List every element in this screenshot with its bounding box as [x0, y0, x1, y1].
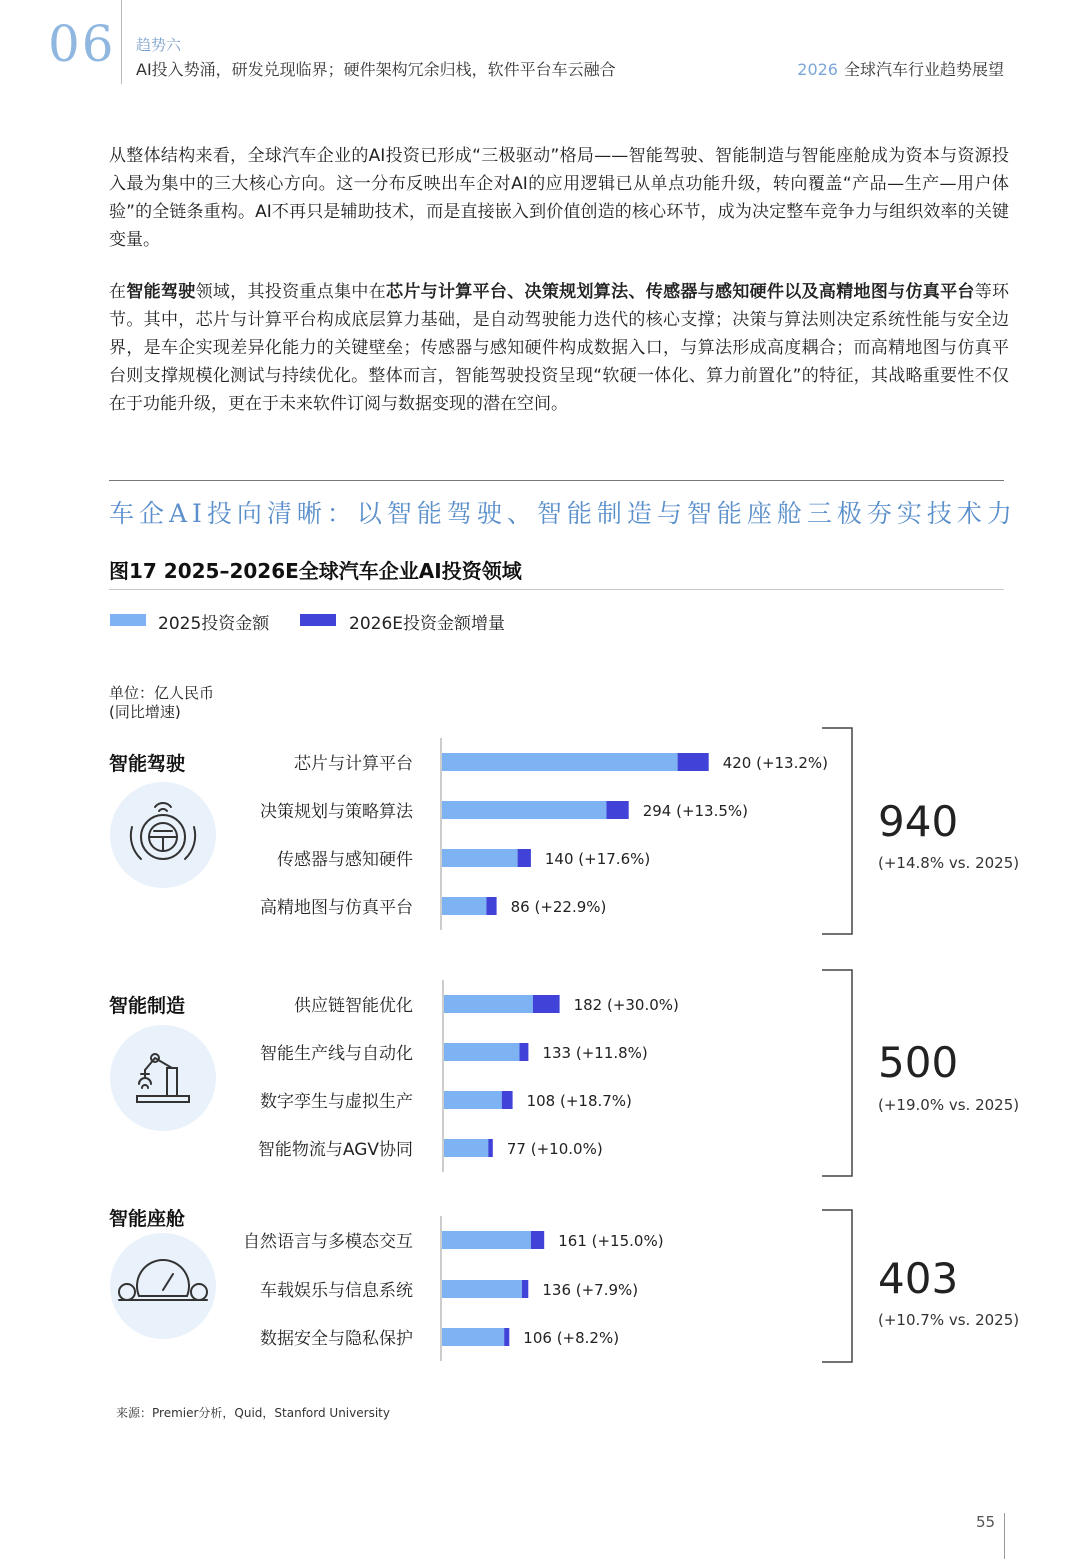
- figure-title: 图17 2025–2026E全球汽车企业AI投资领域: [109, 559, 522, 583]
- bar-2025: [444, 1091, 502, 1109]
- category-label: 高精地图与仿真平台: [260, 898, 413, 918]
- chart-group-2: [109, 970, 1019, 1176]
- bar-2025: [442, 897, 486, 915]
- bar-2025: [444, 995, 533, 1013]
- source-note: 来源：Premier分析，Quid，Stanford University: [116, 1406, 390, 1420]
- group-bracket: [822, 970, 852, 1176]
- bar-2026e-increment: [502, 1091, 513, 1109]
- group-total-growth: (+10.7% vs. 2025): [878, 1311, 1020, 1329]
- chapter-number: 06: [48, 15, 116, 73]
- category-label: 车载娱乐与信息系统: [260, 1281, 413, 1301]
- page-number-divider: [1004, 1513, 1005, 1559]
- group-total-growth: (+14.8% vs. 2025): [878, 854, 1020, 872]
- group-title: 智能驾驶: [109, 753, 186, 775]
- category-label: 自然语言与多模态交互: [243, 1232, 413, 1252]
- group-total: 940: [878, 797, 959, 846]
- report-title-text: 全球汽车行业趋势展望: [843, 60, 1004, 79]
- data-label: 161 (+15.0%): [558, 1232, 664, 1250]
- paragraph-overview: 从整体结构来看，全球汽车企业的AI投资已形成“三极驱动”格局——智能驾驶、智能制造与智能座舱成为资本与资源投入最为集中的三大核心方向。这一分布反映出车企对AI的应用逻辑已从单点功能升级，转向覆盖“产品—生产—用户体验”的全链条重构。AI不再只是辅助技术，而是直接嵌入到价值创造的核心环节，成为决定整车竞争力与组织效率的关键变量。: [109, 146, 1009, 250]
- trend-subtitle: AI投入势涌，研发兑现临界；硬件架构冗余归栈，软件平台车云融合: [136, 60, 616, 79]
- category-label: 决策规划与策略算法: [260, 802, 413, 822]
- bar-2025: [442, 801, 607, 819]
- group-total: 500: [878, 1038, 959, 1087]
- group-title: 智能制造: [109, 995, 186, 1017]
- data-label: 108 (+18.7%): [526, 1092, 632, 1110]
- bar-2026e-increment: [533, 995, 560, 1013]
- page-number: 55: [976, 1513, 996, 1531]
- bar-2026e-increment: [488, 1139, 492, 1157]
- unit-growth-note: (同比增速): [109, 703, 181, 721]
- bar-2025: [444, 1139, 489, 1157]
- trend-label: 趋势六: [136, 36, 182, 54]
- data-label: 106 (+8.2%): [523, 1329, 620, 1347]
- legend-label-2025: 2025投资金额: [158, 614, 270, 634]
- para-text: 领域，其投资重点集中在: [195, 282, 387, 302]
- bar-2026e-increment: [518, 849, 531, 867]
- category-label: 智能物流与AGV协同: [257, 1140, 413, 1160]
- data-label: 136 (+7.9%): [542, 1281, 639, 1299]
- bar-2026e-increment: [520, 1043, 529, 1061]
- section-heading: 车企AI投向清晰：以智能驾驶、智能制造与智能座舱三极夯实技术力: [109, 499, 1017, 528]
- chart-group-1: [109, 728, 1019, 934]
- category-label: 传感器与感知硬件: [277, 850, 413, 870]
- group-title: 智能座舱: [109, 1208, 186, 1230]
- category-label: 芯片与计算平台: [294, 754, 413, 774]
- group-total-growth: (+19.0% vs. 2025): [878, 1096, 1020, 1114]
- bar-2026e-increment: [531, 1231, 544, 1249]
- category-label: 数据安全与隐私保护: [260, 1329, 413, 1349]
- group-bracket: [822, 1210, 852, 1362]
- bar-2025: [444, 1043, 520, 1061]
- unit-line: 单位：亿人民币: [109, 684, 215, 702]
- group-icon-background: [110, 1233, 216, 1339]
- category-label: 数字孪生与虚拟生产: [260, 1092, 413, 1112]
- bar-2025: [442, 753, 678, 771]
- group-icon-background: [110, 1025, 216, 1131]
- data-label: 140 (+17.6%): [544, 850, 651, 868]
- para-bold: 智能驾驶: [126, 282, 196, 302]
- bar-2026e-increment: [522, 1280, 528, 1298]
- legend-label-2026e-increment: 2026E投资金额增量: [349, 614, 506, 634]
- bar-2026e-increment: [486, 897, 496, 915]
- data-label: 420 (+13.2%): [722, 754, 829, 772]
- data-label: 86 (+22.9%): [510, 898, 607, 916]
- bar-2026e-increment: [678, 753, 709, 771]
- data-label: 182 (+30.0%): [573, 996, 679, 1014]
- para-text: 等环节。其中，芯片与计算平台构成底层算力基础，是自动驾驶能力迭代的核心支撑；决策与算法则决定系统性能与安全边界，是车企实现差异化能力的关键壁垒；传感器与感知硬件构成数据入口，与算法形成高度耦合；而高精地图与仿真平台则支撑规模化测试与持续优化。整体而言，智能驾驶投资呈现“软硬一体化、算力前置化”的特征，其战略重要性不仅在于功能升级，更在于未来软件订阅与数据变现的潜在空间。: [109, 282, 1010, 414]
- report-year: 2026: [797, 60, 838, 79]
- data-label: 133 (+11.8%): [542, 1044, 648, 1062]
- data-label: 294 (+13.5%): [642, 802, 749, 820]
- category-label: 智能生产线与自动化: [260, 1044, 413, 1064]
- bar-2025: [442, 849, 518, 867]
- para-bold: 芯片与计算平台、决策规划算法、传感器与感知硬件以及高精地图与仿真平台: [386, 282, 975, 302]
- chart-group-3: [109, 1207, 1019, 1362]
- group-total: 403: [878, 1254, 959, 1303]
- category-label: 供应链智能优化: [294, 996, 413, 1016]
- bar-2026e-increment: [504, 1328, 509, 1346]
- bar-2025: [442, 1328, 504, 1346]
- bar-2025: [442, 1280, 522, 1298]
- para-text: 在: [109, 282, 127, 302]
- group-icon-background: [110, 782, 216, 888]
- bar-2025: [442, 1231, 531, 1249]
- bar-2026e-increment: [607, 801, 629, 819]
- data-label: 77 (+10.0%): [506, 1140, 603, 1158]
